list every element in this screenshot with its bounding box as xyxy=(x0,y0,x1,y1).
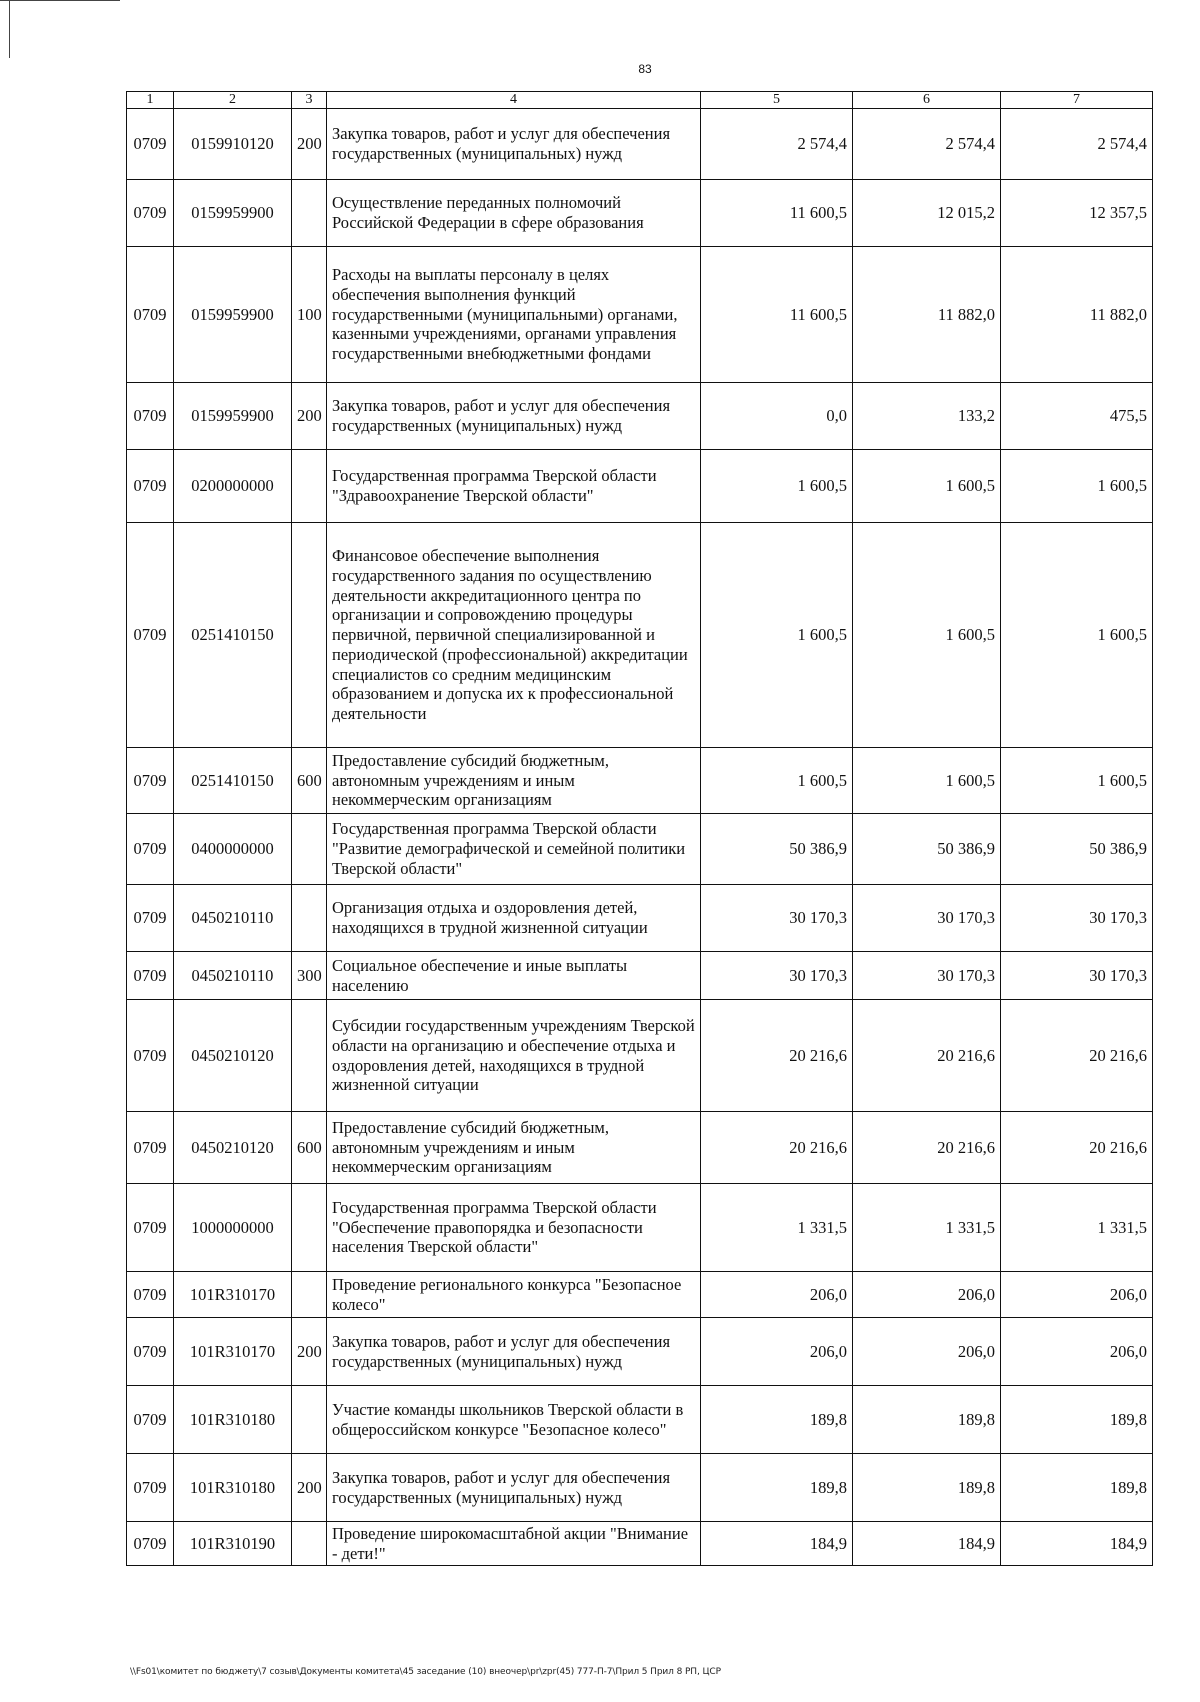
cell-value-3: 206,0 xyxy=(1001,1272,1153,1318)
table-row xyxy=(127,1184,1153,1272)
cell-type: 200 xyxy=(292,1318,327,1386)
cell-section: 0709 xyxy=(127,109,174,180)
cell-value-3: 12 357,5 xyxy=(1001,180,1153,247)
cell-name: Закупка товаров, работ и услуг для обеспечения государственных (муниципальных) нужд xyxy=(327,383,701,450)
cell-value-1: 189,8 xyxy=(701,1454,853,1522)
cell-value-2: 12 015,2 xyxy=(853,180,1001,247)
cell-value-1: 11 600,5 xyxy=(701,180,853,247)
cell-section: 0709 xyxy=(127,1318,174,1386)
cell-name: Финансовое обеспечение выполнения государственного задания по осуществлению деятельности аккредитационного центра по организации и сопровождению процедуры первичной, первичной специализированной и периодической (профессиональной) аккредитации специалистов со средним медицинским образованием и допуска их к профессиональной деятельности xyxy=(327,523,701,748)
cell-value-2: 1 331,5 xyxy=(853,1184,1001,1272)
cell-value-1: 30 170,3 xyxy=(701,885,853,952)
cell-name: Организация отдыха и оздоровления детей, находящихся в трудной жизненной ситуации xyxy=(327,885,701,952)
cell-name: Государственная программа Тверской области "Развитие демографической и семейной политики Тверской области" xyxy=(327,814,701,885)
table-row xyxy=(127,1386,1153,1454)
cell-value-3: 189,8 xyxy=(1001,1454,1153,1522)
cell-value-2: 1 600,5 xyxy=(853,450,1001,523)
cell-name: Участие команды школьников Тверской области в общероссийском конкурсе "Безопасное колесо" xyxy=(327,1386,701,1454)
cell-name: Закупка товаров, работ и услуг для обеспечения государственных (муниципальных) нужд xyxy=(327,1318,701,1386)
cell-type xyxy=(292,523,327,748)
cell-type: 200 xyxy=(292,1454,327,1522)
cell-value-3: 2 574,4 xyxy=(1001,109,1153,180)
page-number: 83 xyxy=(638,62,652,76)
cell-target: 0159959900 xyxy=(174,383,292,450)
cell-type xyxy=(292,450,327,523)
cell-type xyxy=(292,180,327,247)
table-row xyxy=(127,952,1153,1000)
cell-value-3: 206,0 xyxy=(1001,1318,1153,1386)
cell-value-1: 1 600,5 xyxy=(701,450,853,523)
cell-section: 0709 xyxy=(127,885,174,952)
cell-section: 0709 xyxy=(127,748,174,814)
budget-table xyxy=(126,91,1153,1566)
cell-value-1: 30 170,3 xyxy=(701,952,853,1000)
cell-value-1: 20 216,6 xyxy=(701,1000,853,1112)
cell-value-3: 30 170,3 xyxy=(1001,885,1153,952)
cell-section: 0709 xyxy=(127,1184,174,1272)
cell-value-1: 206,0 xyxy=(701,1318,853,1386)
cell-name: Осуществление переданных полномочий Российской Федерации в сфере образования xyxy=(327,180,701,247)
cell-section: 0709 xyxy=(127,180,174,247)
cell-type xyxy=(292,1522,327,1566)
cell-section: 0709 xyxy=(127,450,174,523)
cell-value-2: 20 216,6 xyxy=(853,1000,1001,1112)
cell-type xyxy=(292,1386,327,1454)
table-row xyxy=(127,748,1153,814)
table-row xyxy=(127,523,1153,748)
cell-value-2: 20 216,6 xyxy=(853,1112,1001,1184)
cell-target: 0450210120 xyxy=(174,1000,292,1112)
cell-value-3: 475,5 xyxy=(1001,383,1153,450)
cell-section: 0709 xyxy=(127,1522,174,1566)
scan-edge-left xyxy=(9,0,10,58)
table-row xyxy=(127,814,1153,885)
cell-target: 0251410150 xyxy=(174,748,292,814)
cell-section: 0709 xyxy=(127,1112,174,1184)
header-col-5: 5 xyxy=(701,92,853,109)
cell-name: Проведение регионального конкурса "Безопасное колесо" xyxy=(327,1272,701,1318)
header-col-6: 6 xyxy=(853,92,1001,109)
cell-type xyxy=(292,1184,327,1272)
cell-value-2: 189,8 xyxy=(853,1386,1001,1454)
cell-section: 0709 xyxy=(127,1454,174,1522)
cell-type: 200 xyxy=(292,109,327,180)
table-row xyxy=(127,885,1153,952)
cell-value-2: 206,0 xyxy=(853,1272,1001,1318)
cell-type: 600 xyxy=(292,748,327,814)
cell-section: 0709 xyxy=(127,1000,174,1112)
table-row xyxy=(127,1000,1153,1112)
cell-value-3: 184,9 xyxy=(1001,1522,1153,1566)
cell-target: 101R310180 xyxy=(174,1454,292,1522)
cell-section: 0709 xyxy=(127,383,174,450)
cell-target: 0450210120 xyxy=(174,1112,292,1184)
cell-name: Субсидии государственным учреждениям Тверской области на организацию и обеспечение отдыха и оздоровления детей, находящихся в трудной жизненной ситуации xyxy=(327,1000,701,1112)
cell-name: Расходы на выплаты персоналу в целях обеспечения выполнения функций государственными (муниципальными) органами, казенными учреждениями, органами управления государственными внебюджетными фондами xyxy=(327,247,701,383)
cell-value-2: 2 574,4 xyxy=(853,109,1001,180)
cell-value-1: 0,0 xyxy=(701,383,853,450)
cell-value-2: 206,0 xyxy=(853,1318,1001,1386)
cell-name: Предоставление субсидий бюджетным, автономным учреждениям и иным некоммерческим организациям xyxy=(327,748,701,814)
cell-section: 0709 xyxy=(127,1386,174,1454)
cell-target: 0159959900 xyxy=(174,180,292,247)
cell-section: 0709 xyxy=(127,814,174,885)
cell-value-2: 189,8 xyxy=(853,1454,1001,1522)
cell-target: 0450210110 xyxy=(174,952,292,1000)
cell-name: Закупка товаров, работ и услуг для обеспечения государственных (муниципальных) нужд xyxy=(327,109,701,180)
cell-name: Социальное обеспечение и иные выплаты населению xyxy=(327,952,701,1000)
cell-value-3: 1 600,5 xyxy=(1001,450,1153,523)
cell-target: 0200000000 xyxy=(174,450,292,523)
cell-section: 0709 xyxy=(127,1272,174,1318)
cell-value-3: 50 386,9 xyxy=(1001,814,1153,885)
cell-type xyxy=(292,1272,327,1318)
cell-target: 0251410150 xyxy=(174,523,292,748)
cell-name: Проведение широкомасштабной акции "Внимание - дети!" xyxy=(327,1522,701,1566)
cell-value-3: 1 331,5 xyxy=(1001,1184,1153,1272)
cell-type: 100 xyxy=(292,247,327,383)
cell-value-1: 11 600,5 xyxy=(701,247,853,383)
cell-value-1: 1 331,5 xyxy=(701,1184,853,1272)
cell-value-3: 11 882,0 xyxy=(1001,247,1153,383)
cell-value-2: 1 600,5 xyxy=(853,523,1001,748)
cell-target: 0159959900 xyxy=(174,247,292,383)
cell-name: Закупка товаров, работ и услуг для обеспечения государственных (муниципальных) нужд xyxy=(327,1454,701,1522)
cell-type: 300 xyxy=(292,952,327,1000)
cell-value-3: 20 216,6 xyxy=(1001,1112,1153,1184)
cell-target: 1000000000 xyxy=(174,1184,292,1272)
cell-value-1: 1 600,5 xyxy=(701,748,853,814)
cell-value-2: 50 386,9 xyxy=(853,814,1001,885)
table-row xyxy=(127,1112,1153,1184)
cell-type xyxy=(292,1000,327,1112)
cell-target: 0450210110 xyxy=(174,885,292,952)
cell-section: 0709 xyxy=(127,952,174,1000)
table-row xyxy=(127,1522,1153,1566)
cell-type: 200 xyxy=(292,383,327,450)
header-col-2: 2 xyxy=(174,92,292,109)
cell-target: 0400000000 xyxy=(174,814,292,885)
cell-value-1: 1 600,5 xyxy=(701,523,853,748)
cell-value-1: 206,0 xyxy=(701,1272,853,1318)
cell-value-3: 189,8 xyxy=(1001,1386,1153,1454)
cell-name: Государственная программа Тверской области "Здравоохранение Тверской области" xyxy=(327,450,701,523)
cell-value-1: 50 386,9 xyxy=(701,814,853,885)
table-row xyxy=(127,109,1153,180)
cell-value-3: 1 600,5 xyxy=(1001,523,1153,748)
header-col-4: 4 xyxy=(327,92,701,109)
cell-value-1: 2 574,4 xyxy=(701,109,853,180)
table-row xyxy=(127,1318,1153,1386)
header-row xyxy=(127,92,1153,109)
cell-section: 0709 xyxy=(127,523,174,748)
cell-value-2: 1 600,5 xyxy=(853,748,1001,814)
cell-target: 101R310170 xyxy=(174,1272,292,1318)
cell-type xyxy=(292,814,327,885)
cell-value-2: 184,9 xyxy=(853,1522,1001,1566)
cell-target: 0159910120 xyxy=(174,109,292,180)
cell-target: 101R310190 xyxy=(174,1522,292,1566)
cell-section: 0709 xyxy=(127,247,174,383)
table-row xyxy=(127,1454,1153,1522)
cell-target: 101R310170 xyxy=(174,1318,292,1386)
cell-value-3: 30 170,3 xyxy=(1001,952,1153,1000)
header-col-3: 3 xyxy=(292,92,327,109)
cell-target: 101R310180 xyxy=(174,1386,292,1454)
cell-value-3: 20 216,6 xyxy=(1001,1000,1153,1112)
cell-value-2: 11 882,0 xyxy=(853,247,1001,383)
cell-name: Предоставление субсидий бюджетным, автономным учреждениям и иным некоммерческим организациям xyxy=(327,1112,701,1184)
table-row xyxy=(127,450,1153,523)
cell-value-1: 184,9 xyxy=(701,1522,853,1566)
scan-edge-top xyxy=(0,0,120,1)
table-row xyxy=(127,180,1153,247)
cell-type: 600 xyxy=(292,1112,327,1184)
cell-value-2: 30 170,3 xyxy=(853,885,1001,952)
header-col-1: 1 xyxy=(127,92,174,109)
cell-name: Государственная программа Тверской области "Обеспечение правопорядка и безопасности населения Тверской области" xyxy=(327,1184,701,1272)
cell-value-2: 133,2 xyxy=(853,383,1001,450)
cell-value-3: 1 600,5 xyxy=(1001,748,1153,814)
cell-value-1: 20 216,6 xyxy=(701,1112,853,1184)
cell-type xyxy=(292,885,327,952)
table-row xyxy=(127,1272,1153,1318)
table-row xyxy=(127,383,1153,450)
cell-value-2: 30 170,3 xyxy=(853,952,1001,1000)
footer-file-path: \\Fs01\комитет по бюджету\7 созыв\Документы комитета\45 заседание (10) внеочер\pr\zpr(45) 777-П-7\Прил 5 Прил 8 РП, ЦСР xyxy=(130,1667,721,1677)
header-col-7: 7 xyxy=(1001,92,1153,109)
table-row xyxy=(127,247,1153,383)
cell-value-1: 189,8 xyxy=(701,1386,853,1454)
